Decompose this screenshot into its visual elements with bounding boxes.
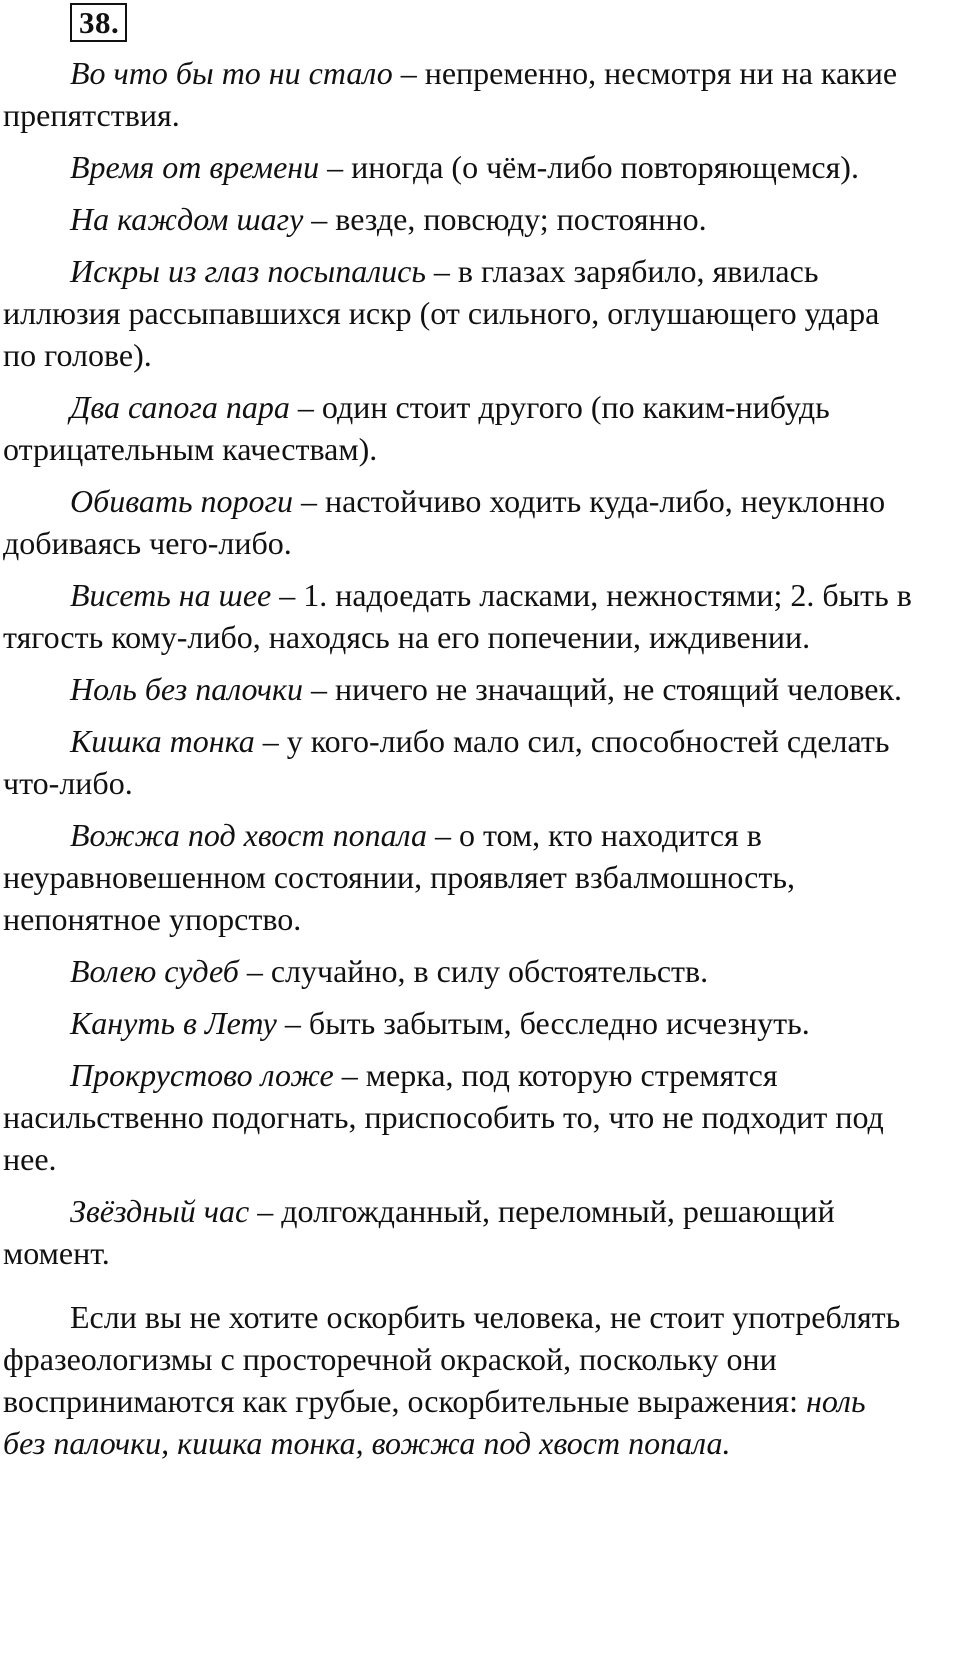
entry-definition: – долгожданный, переломный, решающий момент. xyxy=(3,1193,835,1271)
entry-term: Вожжа под хвост попала xyxy=(70,817,427,853)
entry-definition: – непременно, несмотря ни на какие препятствия. xyxy=(3,55,898,133)
entry xyxy=(3,250,913,376)
entry-definition: – везде, повсюду; постоянно. xyxy=(303,201,707,237)
entry-definition: – один стоит другого (по каким-нибудь отрицательным качествам). xyxy=(3,389,830,467)
entry-term: Обивать пороги xyxy=(70,483,294,519)
entry-definition: – быть забытым, бесследно исчезнуть. xyxy=(276,1005,810,1041)
entry xyxy=(3,1002,913,1044)
entry-term: Кишка тонка xyxy=(70,723,255,759)
entry-definition: – в глазах зарябило, явилась иллюзия рассыпавшихся искр (от сильного, оглушающего удара по голове). xyxy=(3,253,880,373)
entry-definition: – случайно, в силу обстоятельств. xyxy=(238,953,709,989)
entry xyxy=(3,720,913,804)
closing-examples: ноль без палочки, кишка тонка, вожжа под хвост попала. xyxy=(3,1383,866,1461)
entry xyxy=(3,814,913,940)
entry-definition: – у кого-либо мало сил, способностей сделать что-либо. xyxy=(3,723,890,801)
entry-term: Кануть в Лету xyxy=(70,1005,277,1041)
entry xyxy=(3,1054,913,1180)
entry-term: Время от времени xyxy=(70,149,320,185)
entry-definition: – настойчиво ходить куда-либо, неуклонно добиваясь чего-либо. xyxy=(3,483,886,561)
task-number: 38. xyxy=(70,3,127,42)
entry xyxy=(3,950,913,992)
entries-list xyxy=(3,52,913,1464)
entry xyxy=(3,198,913,240)
entry xyxy=(3,1190,913,1274)
entry xyxy=(3,386,913,470)
entry-definition: – ничего не значащий, не стоящий человек. xyxy=(302,671,903,707)
entry-term: Прокрустово ложе xyxy=(70,1057,334,1093)
entry-term: Два сапога пара xyxy=(70,389,290,425)
entry-term: Звёздный час xyxy=(70,1193,250,1229)
entry-definition: – мерка, под которую стремятся насильственно подогнать, приспособить то, что не подходит под нее. xyxy=(3,1057,884,1177)
entry xyxy=(3,668,913,710)
entry-term: Волею судеб xyxy=(70,953,239,989)
entry-term: Искры из глаз посыпались xyxy=(70,253,426,289)
entry xyxy=(3,52,913,136)
entry-term: Ноль без палочки xyxy=(70,671,303,707)
closing-paragraph xyxy=(3,1296,913,1464)
entry-term: Во что бы то ни стало xyxy=(70,55,393,91)
entry-term: На каждом шагу xyxy=(70,201,304,237)
entry xyxy=(3,574,913,658)
entry-definition: – о том, кто находится в неуравновешенном состоянии, проявляет взбалмошность, непонятное упорство. xyxy=(3,817,795,937)
entry xyxy=(3,480,913,564)
closing-text: Если вы не хотите оскорбить человека, не стоит употреблять фразеологизмы с просторечной окраской, поскольку они воспринимаются как грубые, оскорбительные выражения: xyxy=(3,1299,901,1419)
entry xyxy=(3,146,913,188)
entry-definition: – 1. надоедать ласками, нежностями; 2. быть в тягость кому-либо, находясь на его попечении, иждивении. xyxy=(3,577,912,655)
entry-term: Висеть на шее xyxy=(70,577,272,613)
entry-definition: – иногда (о чём-либо повторяющемся). xyxy=(319,149,859,185)
